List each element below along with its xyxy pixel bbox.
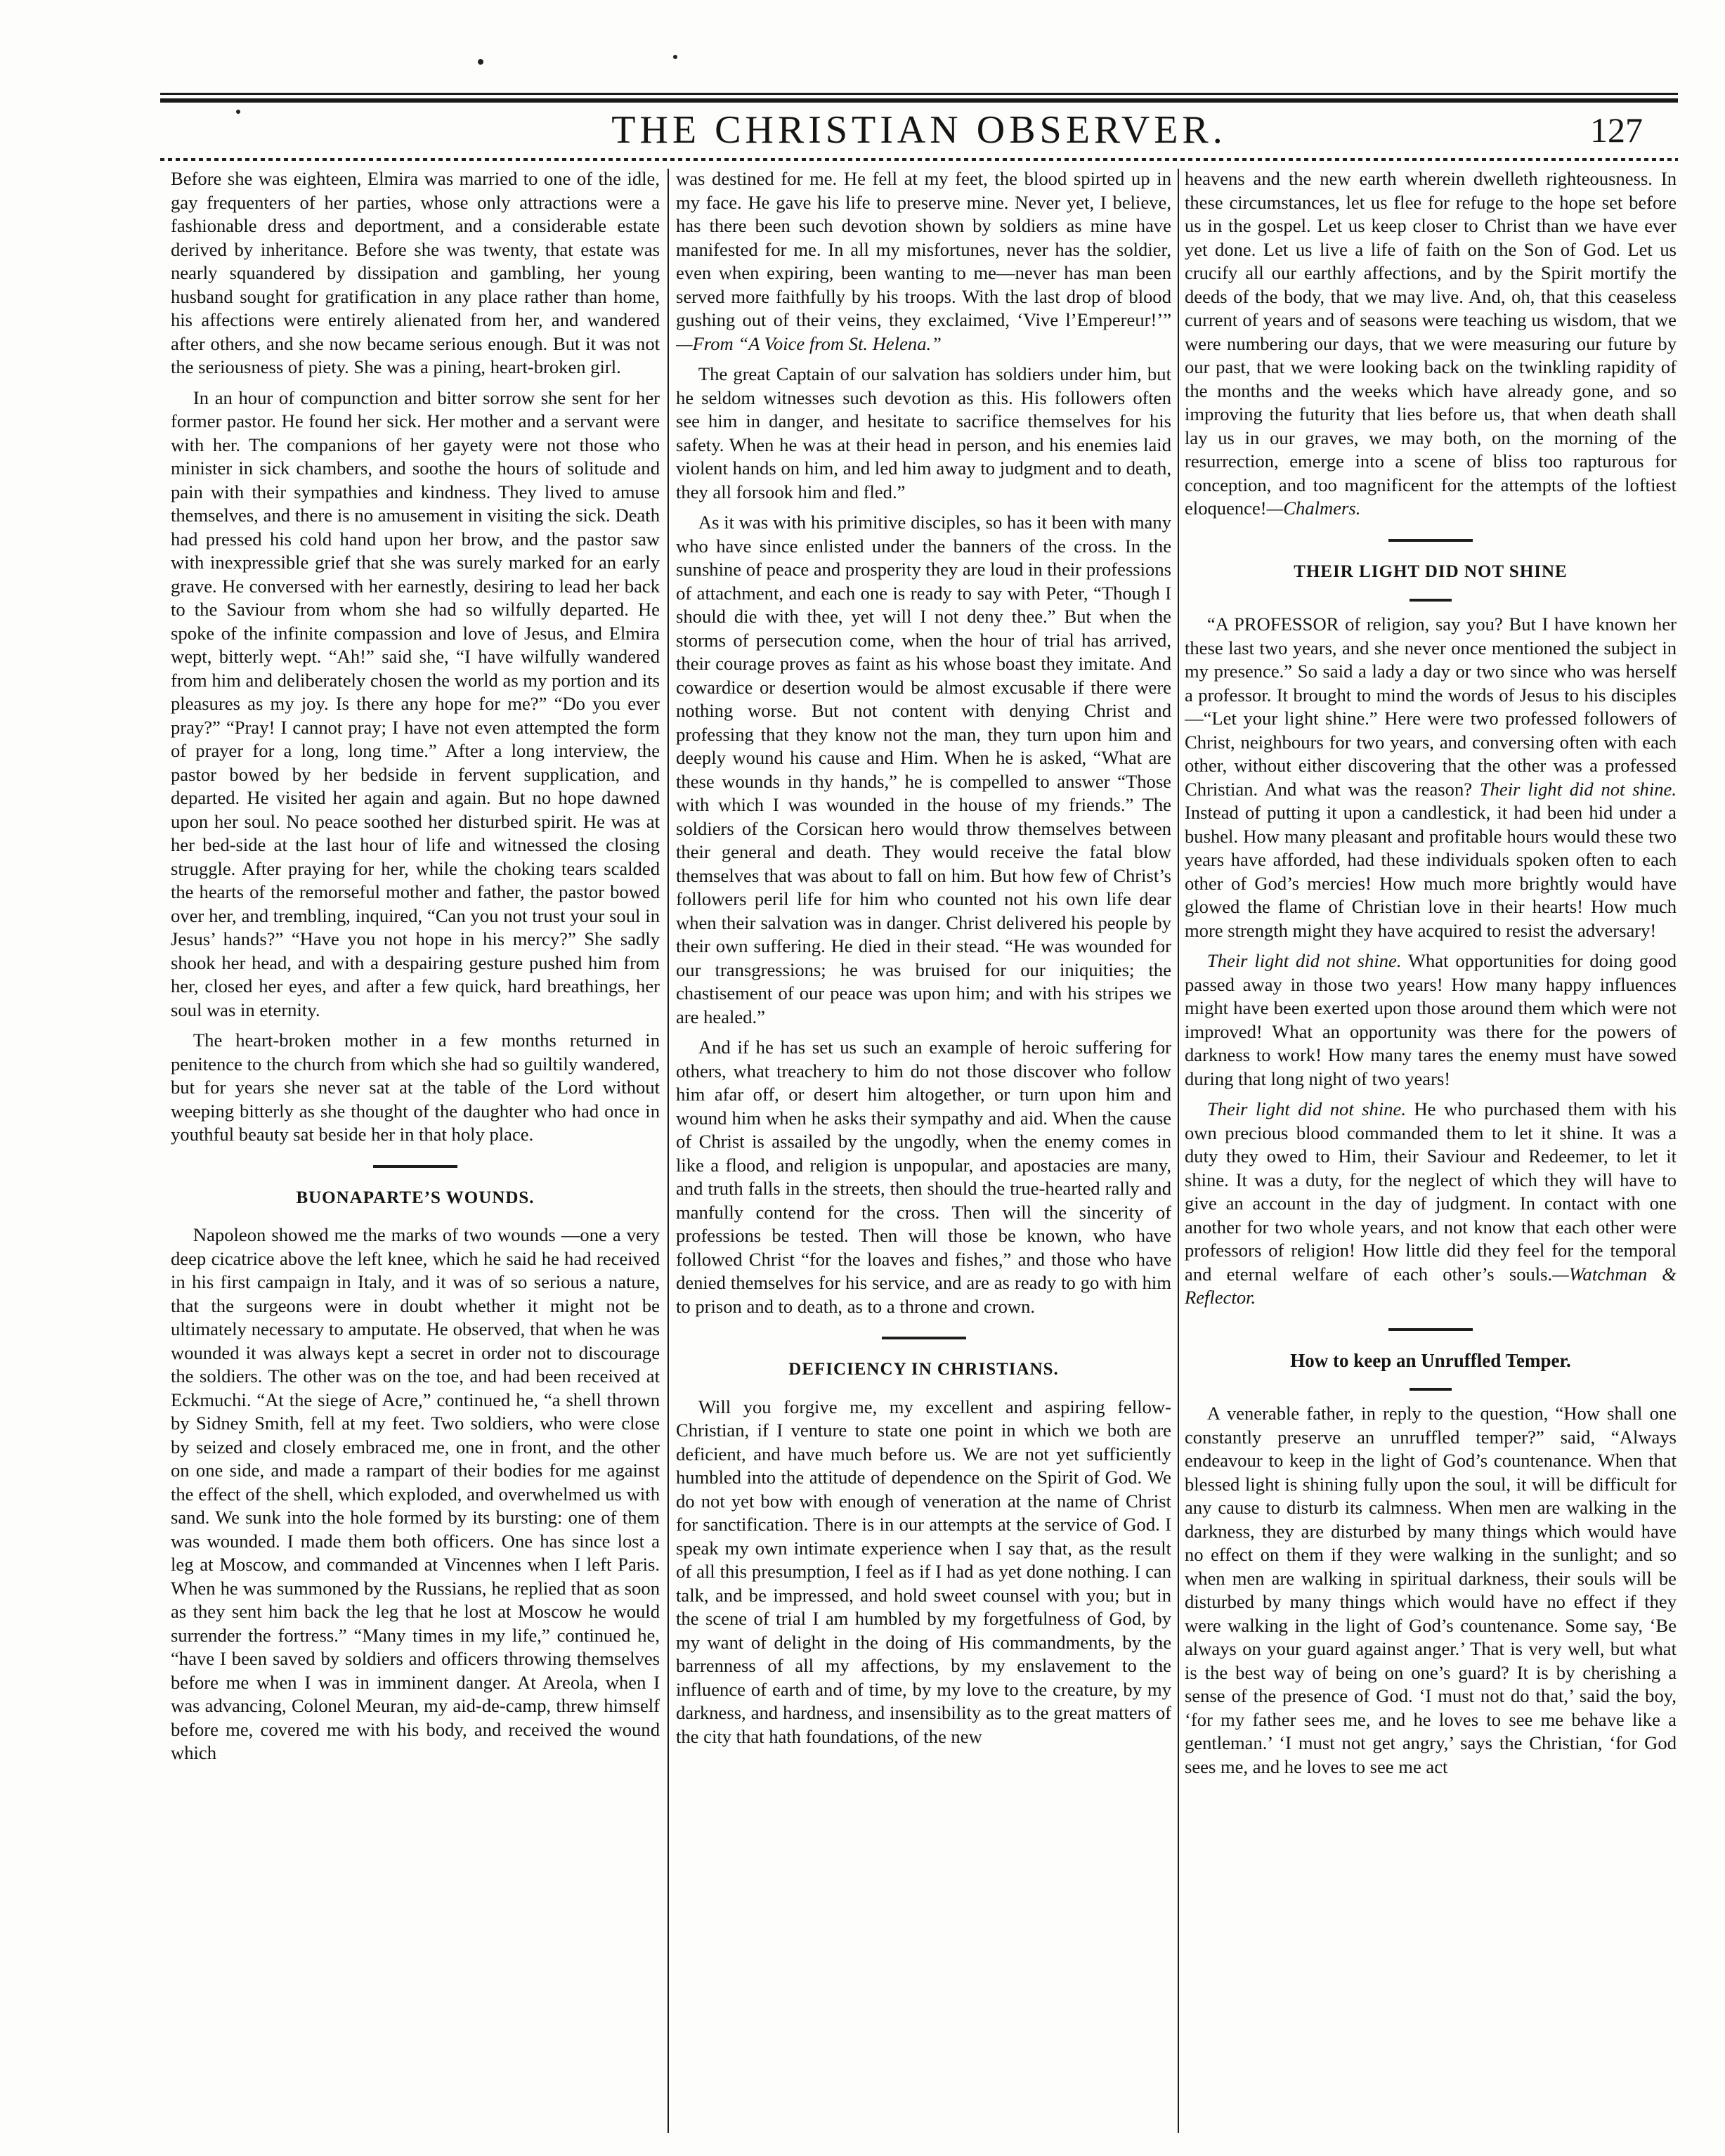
paragraph-text: What opportunities for doing good passed away in those two years! How many happy influences might have been exerted upon those around them which were not improved! What an opportunity was there for the powers of darkness to work! How many tares the enemy must have sowed during that long night of two years! xyxy=(1185,950,1677,1089)
emphasis-text: Their light did not shine. xyxy=(1206,1098,1406,1119)
paragraph-text: He who purchased them with his own precious blood commanded them to let it shine. It was a duty they owed to Him, their Saviour and Redeemer, to let it shine. It was a duty, for the neglect of which they will have to give an account in the day of judgment. In contact with one another for two whole years, and not know that each other were professors of religion! How little did they feel for the temporal and eternal welfare of each other’s souls. xyxy=(1185,1098,1677,1285)
emphasis-text: Their light did not shine. xyxy=(1479,778,1677,800)
journal-title: THE CHRISTIAN OBSERVER. xyxy=(611,108,1227,152)
paragraph-text: heavens and the new earth wherein dwelleth righteousness. In these circumstances, let us flee for refuge to the hope set before us in the gospel. Let us keep closer to Christ than we have ever yet done. Let us live a life of faith on the Son of God. Let us crucify all our earthly affections, and by the Spirit mortify the deeds of the body, that we may live. And, oh, that this ceaseless current of years and of seasons were teaching us wisdom, that we were numbering our days, that we were measuring our future by our past, that we were looking back on the twinkling rapidity of the months and the weeks which have already gone, and so improving the futurity that lies before us, that when death shall lay us in our graves, we may both, on the morning of the resurrection, emerge into a scene of bliss too rapturous for conception, and too magnificent for the attempts of the loftiest eloquence! xyxy=(1185,168,1677,519)
paragraph-text: was destined for me. He fell at my feet, the blood spirted up in my face. He gave his life to preserve mine. Never yet, I believe, has there been such devotion shown by soldiers as mine have manifested for me. In all my misfortunes, never has the soldier, even when expiring, been wanting to me—never has man been served more faithfully by his troops. With the last drop of blood gushing out of their veins, they exclaimed, ‘Vive l’Empereur!’” xyxy=(676,168,1171,330)
article-paragraph: And if he has set us such an example of heroic suffering for others, what treachery to him do not those discover who follow him afar off, or desert him altogether, or turn upon him and wound him when he asks their sympathy and aid. When the cause of Christ is assailed by the ungodly, when the enemy comes in like a flood, and religion is unpopular, and apostacies are many, and truth falls in the streets, then should the true-hearted rally and manfully contend for the cross. Then will the sincerity of professions be tested. Then will those be known, who have followed Christ “for the loaves and fishes,” and those who have denied themselves for his service, and are as ready to go with him to prison and to death, as to a throne and crown. xyxy=(676,1037,1171,1317)
page-number: 127 xyxy=(1590,110,1643,150)
article-paragraph: In an hour of compunction and bitter sorrow she sent for her former pastor. He found her sick. Her mother and a servant were with her. The companions of her gayety were not those who minister in sick chambers, and soothe the hours of solitude and pain with their sympathies and kindness. They lived to amuse themselves, and there is no amusement in visiting the sick. Death had pressed his cold hand upon her brow, and the pastor saw with inexpressible grief that she was surely marked for an early grave. He conversed with her earnestly, desiring to lead her back to the Saviour from whom she had so wilfully departed. He spoke of the infinite compassion and love of Jesus, and Elmira wept, bitterly wept. “Ah!” said she, “I have wilfully wandered from him and deliberately chosen the world as my portion and its pleasures as my joy. Is there any hope for me?” “Do you ever pray?” “Pray! I cannot pray; I have not even attempted the form of prayer for a long, long time.” After a long interview, the pastor bowed by her bedside in fervent supplication, and departed. He visited her again and again. But no hope dawned upon her soul. No peace soothed her disturbed spirit. He was at her bed-side at the last hour of life and witnessed the closing struggle. After praying for her, while the choking tears scalded the hearts of the remorseful mother and father, the pastor bowed over her, and trembling, inquired, “Can you not trust your soul in Jesus’ hands?” “Have you not hope in his mercy?” She sadly shook her head, and with a despairing gesture pushed him from her, closed her eyes, and after a few quick, hard breathings, her soul was in eternity. xyxy=(171,387,660,1020)
section-heading: BUONAPARTE’S WOUNDS. xyxy=(296,1188,535,1207)
heading-rule xyxy=(1410,1388,1452,1391)
article-paragraph: Before she was eighteen, Elmira was married to one of the idle, gay frequenters of her parties, whose only attractions were a fashionable dress and deportment, and a considerable estate derived by inheritance. Before she was twenty, that estate was nearly squandered by dissipation and gambling, her young husband sought for gratification in any place rather than home, his affections were entirely alienated from her, and wandered after others, and she now became serious enough. But it was not the seriousness of piety. She was a pining, heart-broken girl. xyxy=(171,168,660,377)
article-paragraph xyxy=(1185,167,1677,521)
article-paragraph: Napoleon showed me the marks of two wounds —one a very deep cicatrice above the left knee, which he said he had received in his first campaign in Italy, and it was of so serious a nature, that the surgeons were in doubt whether it might not be ultimately necessary to amputate. He observed, that when he was wounded it was always kept a secret in order not to discourage the soldiers. The other was on the toe, and had been received at Eckmuchi. “At the siege of Acre,” continued he, “a shell thrown by Sidney Smith, fell at my feet. Two soldiers, who were close by seized and closely embraced me, one in front, and the other on one side, and made a rampart of their bodies for me against the effect of the shell, which exploded, and overwhelmed us with sand. We sunk into the hole formed by its bursting: one of them was wounded. I made them both officers. One has since lost a leg at Moscow, and commanded at Vincennes when I left Paris. When he was summoned by the Russians, he replied that as soon as they sent him back the leg that he lost at Moscow he would surrender the fortress.” “Many times in my life,” continued he, “have I been saved by soldiers and officers throwing themselves before me when I was in imminent danger. At Areola, when I was advancing, Colonel Meuran, my aid-de-camp, threw himself before me, covered me with his body, and received the wound which xyxy=(171,1224,660,1763)
section-heading: How to keep an Unruffled Temper. xyxy=(1290,1349,1571,1371)
paragraph-text: “A PROFESSOR of religion, say you? But I have known her these last two years, and she never once mentioned the subject in my presence.” So said a lady a day or two since who was herself a professor. It brought to mind the words of Jesus to his disciples—“Let your light shine.” Here were two professed followers of Christ, neighbours for two years, and conversing often with each other, without either discovering that the other was a professed Christian. And what was the reason? xyxy=(1185,613,1677,800)
source-citation: —From “A Voice from St. Helena.” xyxy=(676,332,942,354)
section-separator xyxy=(373,1165,457,1168)
section-separator xyxy=(1388,1328,1473,1331)
source-citation: —Watchman & Reflector. xyxy=(1185,1263,1677,1308)
article-paragraph: The great Captain of our salvation has soldiers under him, but he seldom witnesses such devotion as this. His followers often see him in danger, and hesitate to sacrifice themselves for his safety. When he was at their head in person, and his enemies laid violent hands on him, and led him away to judgment and to death, they all forsook him and fled.” xyxy=(676,363,1171,502)
ink-speck xyxy=(478,59,483,65)
article-paragraph: Will you forgive me, my excellent and aspiring fellow-Christian, if I venture to state one point in which we both are deficient, and have much before us. We are not yet sufficiently humbled into the attitude of dependence on the Spirit of God. We do not yet bow with enough of veneration at the name of Christ for sanctification. There is in our attempts at the service of God. I speak my own intimate experience when I say that, as the result of all this presumption, I feel as if I had as yet done nothing. I can talk, and be impressed, and hold sweet counsel with you; but in the scene of trial I am humbled by my forgetfulness of God, by my want of delight in the doing of His commandments, by the barrenness of all my affections, by my enslavement to the influence of earth and of time, by my love to the creature, by my darkness, and hardness, and insensibility as to the great matters of the city that hath foundations, of the new xyxy=(676,1396,1171,1747)
article-paragraph: A venerable father, in reply to the question, “How shall one constantly preserve an unruffled temper?” said, “Always endeavour to keep in the light of God’s countenance. When that blessed light is shining fully upon the soul, it will be difficult for any cause to disturb its calmness. When men are walking in the darkness, they are disturbed by many things which would have no effect on them if they were walking in the sunlight; and so when men are walking in spiritual darkness, their souls will be disturbed by many things which would have no effect if they were walking in the light of God’s countenance. Some say, ‘Be always on your guard against anger.’ That is very well, but what is the best way of being on one’s guard? It is by cherishing a sense of the presence of God. ‘I must not do that,’ said the boy, ‘for my father sees me, and he loves to see me behave like a gentleman.’ ‘I must not get angry,’ says the Christian, ‘for God sees me, and he loves to see me act xyxy=(1185,1403,1677,1777)
emphasis-text: Their light did not shine. xyxy=(1206,950,1402,971)
section-heading: THEIR LIGHT DID NOT SHINE xyxy=(1294,561,1568,581)
column-divider xyxy=(668,169,669,2133)
article-paragraph xyxy=(1185,1098,1677,1310)
article-paragraph xyxy=(676,167,1171,356)
section-separator xyxy=(1388,539,1473,542)
masthead xyxy=(160,105,1678,155)
section-separator xyxy=(882,1337,966,1339)
source-citation: —Chalmers. xyxy=(1266,498,1361,519)
column-1 xyxy=(171,167,660,2156)
column-2 xyxy=(676,167,1171,2156)
column-divider xyxy=(1178,169,1179,2133)
heading-rule xyxy=(1410,599,1452,602)
section-heading: DEFICIENCY IN CHRISTIANS. xyxy=(788,1360,1059,1379)
wavy-rule xyxy=(160,156,1678,163)
column-3 xyxy=(1185,167,1677,2156)
paragraph-text: Instead of putting it upon a candlestick, it had been hid under a bushel. How many pleasant and profitable hours would these two years have afforded, had these individuals spoken often to each other of God’s mercies! How much more brightly would have glowed the flame of Christian love in their hearts! How much more strength might they have acquired to resist the adversary! xyxy=(1185,802,1677,941)
article-paragraph: The heart-broken mother in a few months returned in penitence to the church from which she had so guiltily wandered, but for years she never sat at the table of the Lord without weeping bitterly as she thought of the daughter who had once in youthful beauty sat beside her in that holy place. xyxy=(171,1030,660,1145)
ink-speck xyxy=(673,55,677,59)
top-rule xyxy=(160,93,1678,95)
article-paragraph xyxy=(1185,949,1677,1091)
article-paragraph xyxy=(1185,613,1677,942)
top-rule-thick xyxy=(160,98,1678,103)
article-paragraph: As it was with his primitive disciples, so has it been with many who have since enlisted under the banners of the cross. In the sunshine of peace and prosperity they are loud in their professions of attachment, and each one is ready to say with Peter, “Though I should die with thee, yet will I not deny thee.” But when the storms of persecution come, when the hour of trial has arrived, their courage proves as faint as his whose boast they imitate. And cowardice or desertion would be almost excusable if there were nothing worse. But not content with denying Christ and professing that they know not the man, they turn upon him and deeply wound his cause and Him. When he is asked, “What are these wounds in thy hands,” he is compelled to answer “Those with which I was wounded in the house of my friends.” The soldiers of the Corsican hero would throw themselves between their general and death. They would receive the fatal blow themselves that was about to fall on him. But how few of Christ’s followers peril life for him who counted not his own life dear when their salvation was in danger. Christ delivered his people by their own suffering. He died in their stead. “He was wounded for our transgressions; he was bruised for our iniquities; the chastisement of our peace was upon him; and with his stripes we are healed.” xyxy=(676,512,1171,1027)
